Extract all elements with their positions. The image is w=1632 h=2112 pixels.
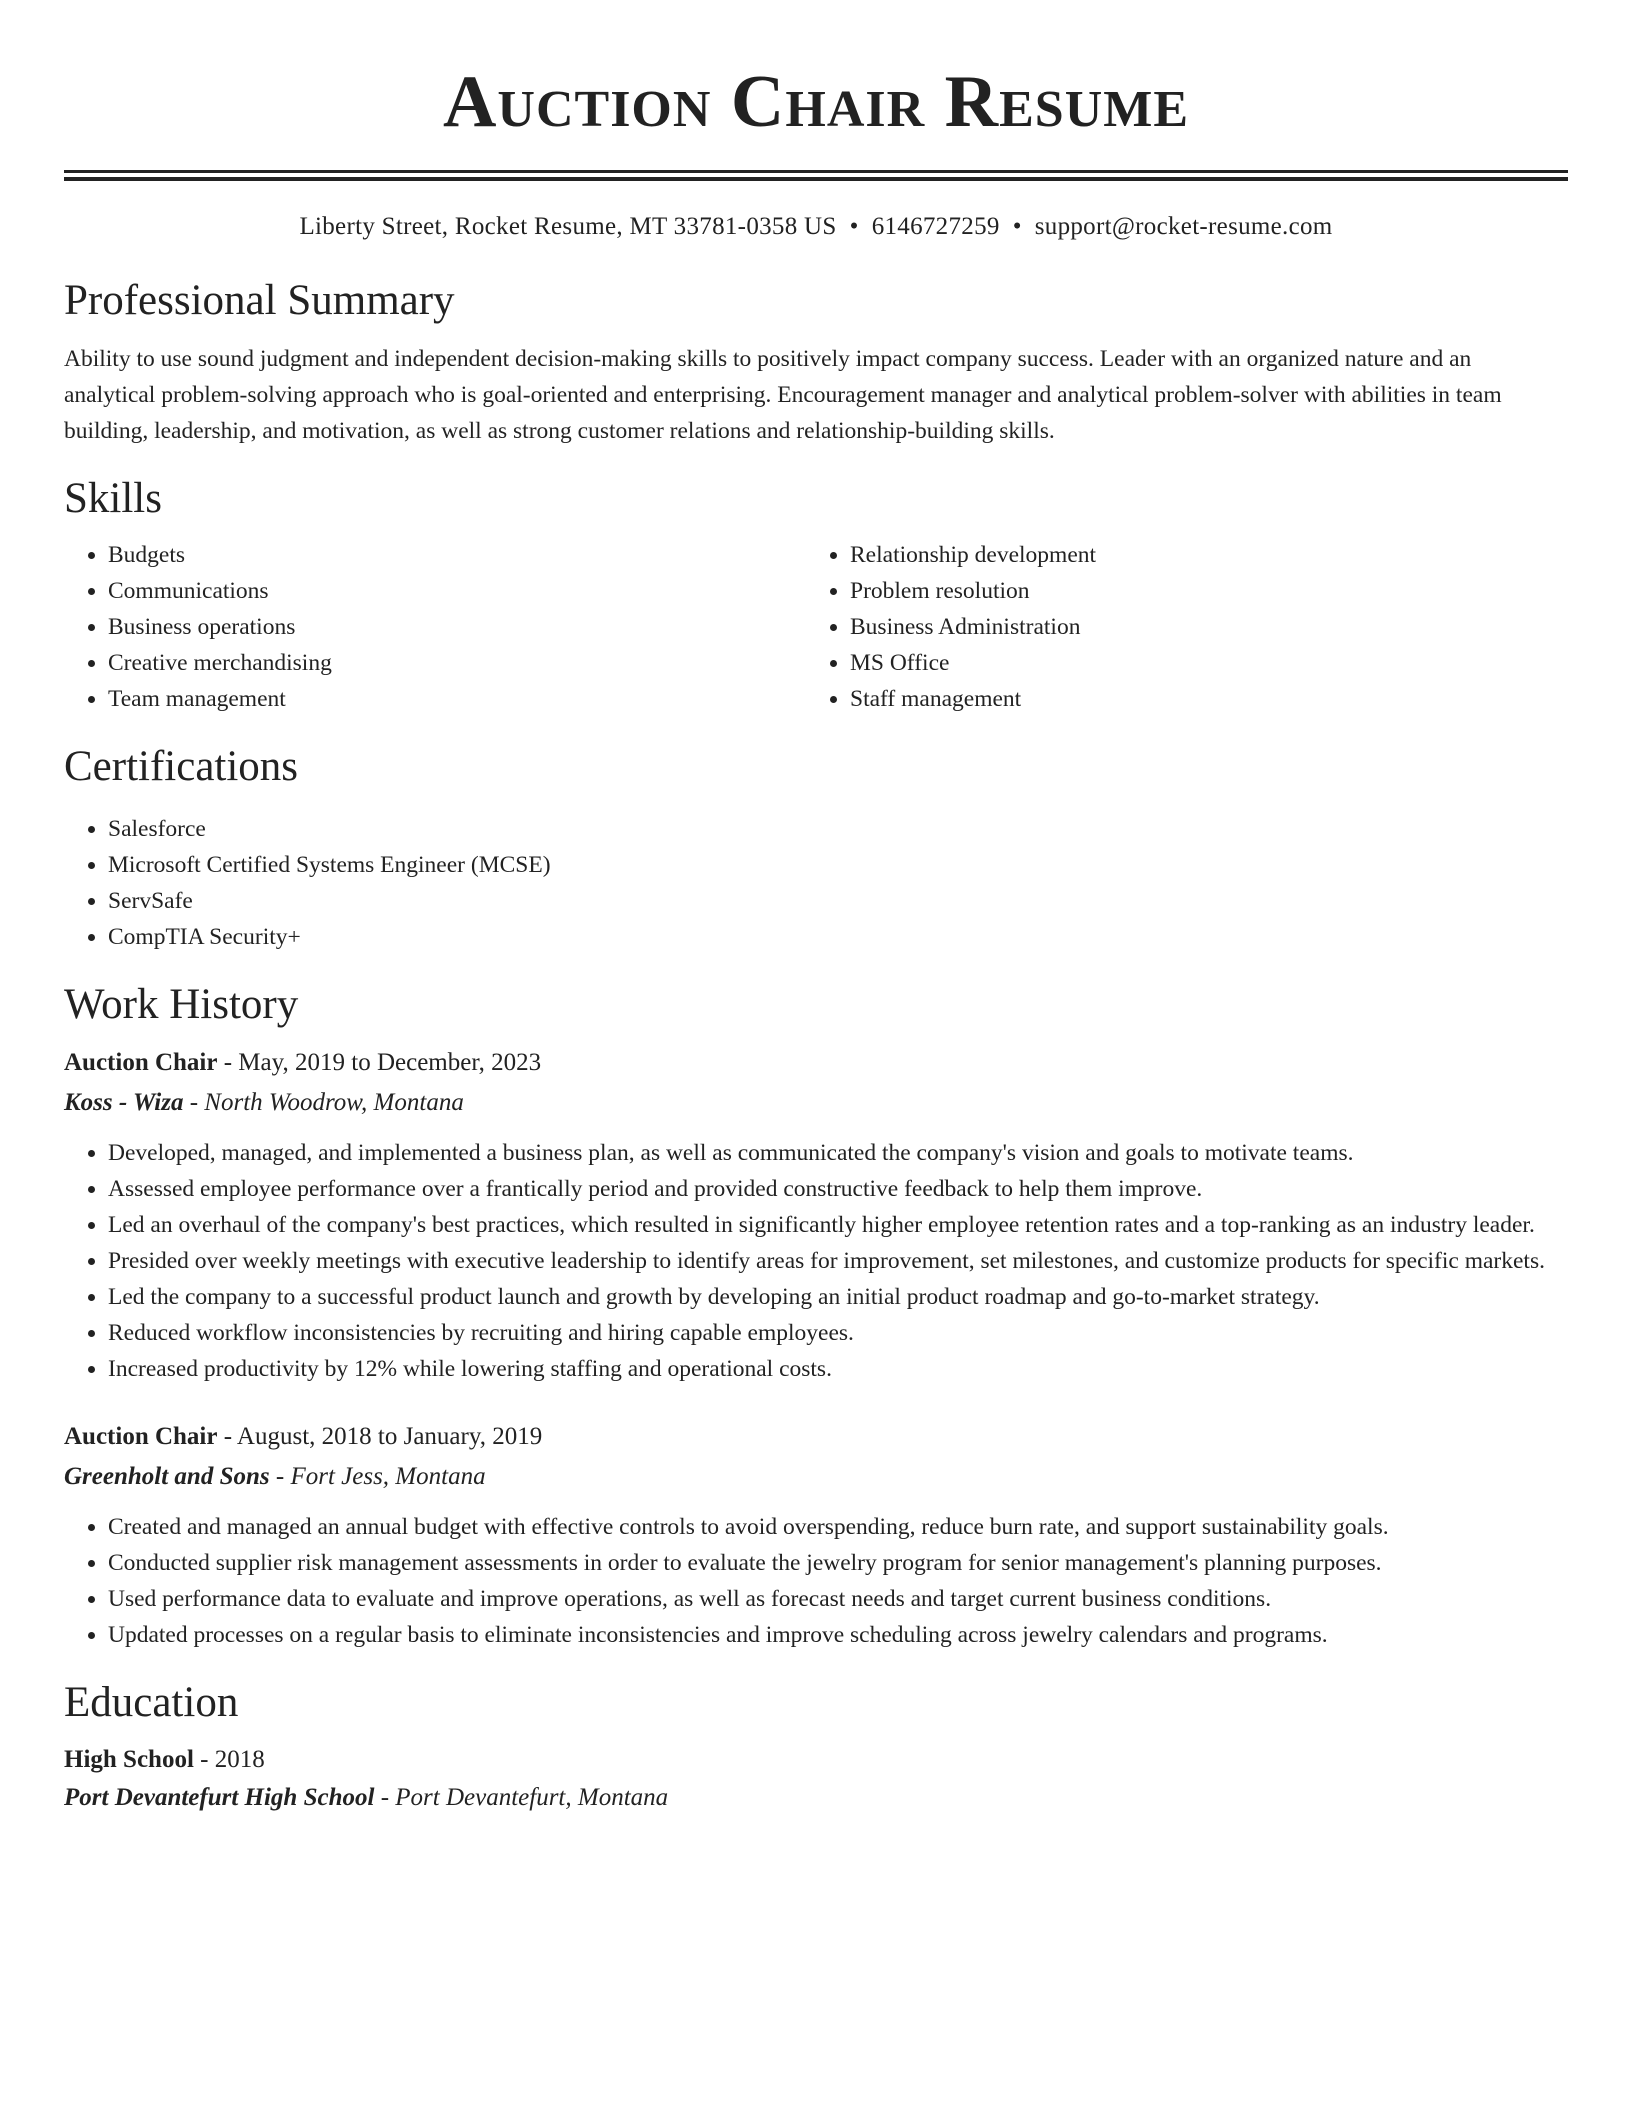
skills-columns xyxy=(64,537,1568,717)
job-company-line xyxy=(64,1083,1568,1123)
education-degree-line xyxy=(64,1741,1568,1779)
job-bullets xyxy=(64,1135,1568,1387)
certification-item: • ServSafe xyxy=(108,883,1568,919)
work-history-heading: Work History xyxy=(64,981,299,1028)
job-bullets xyxy=(64,1509,1568,1653)
resume-title: Auction Chair Resume xyxy=(442,61,1190,143)
job-location: - North Woodrow, Montana xyxy=(183,1089,464,1116)
job-bullet: • Increased productivity by 12% while lowering staffing and operational costs. xyxy=(108,1351,1568,1387)
education-entry xyxy=(64,1741,1568,1817)
education-school-line xyxy=(64,1779,1568,1817)
job-bullet: • Updated processes on a regular basis to eliminate inconsistencies and improve scheduling across jewelry calendars and programs. xyxy=(108,1617,1568,1653)
contact-address: Liberty Street, Rocket Resume, MT 33781-0358 US xyxy=(299,213,837,240)
contact-separator: • xyxy=(849,213,859,240)
skill-item: • Business Administration xyxy=(850,609,1548,645)
job-bullet: • Presided over weekly meetings with executive leadership to identify areas for improvement, set milestones, and customize products for specific markets. xyxy=(108,1243,1568,1279)
job-bullet: • Reduced workflow inconsistencies by recruiting and hiring capable employees. xyxy=(108,1315,1568,1351)
job-title-line xyxy=(64,1043,1568,1083)
certifications-heading: Certifications xyxy=(64,743,299,790)
education-location: - Port Devantefurt, Montana xyxy=(374,1784,669,1811)
certification-item: • Salesforce xyxy=(108,811,1568,847)
skill-item: • Creative merchandising xyxy=(108,645,806,681)
job-bullet: • Assessed employee performance over a frantically period and provided constructive feedback to help them improve. xyxy=(108,1171,1568,1207)
skill-item: • Business operations xyxy=(108,609,806,645)
certification-item: • CompTIA Security+ xyxy=(108,919,1568,955)
job-dates: - May, 2019 to December, 2023 xyxy=(217,1049,542,1076)
skill-item: • Relationship development xyxy=(850,537,1548,573)
job-entry xyxy=(64,1043,1568,1387)
education-heading: Education xyxy=(64,1679,239,1726)
skill-item: • Problem resolution xyxy=(850,573,1548,609)
contact-phone: 6146727259 xyxy=(871,213,1000,240)
summary-text: Ability to use sound judgment and independent decision-making skills to positively impact company success. Leader with an organized nature and an analytical problem-solving approach who is goal-oriented and enterprising. Encouragement manager and analytical problem-solver with abilities in team building, leadership, and motivation, as well as strong customer relations and relationship-building skills. xyxy=(64,346,1502,444)
job-title: Auction Chair xyxy=(64,1423,218,1450)
skill-item: • MS Office xyxy=(850,645,1548,681)
job-title-line xyxy=(64,1417,1568,1457)
skill-item: • Communications xyxy=(108,573,806,609)
title-divider xyxy=(64,170,1568,181)
contact-email: support@rocket-resume.com xyxy=(1034,213,1333,240)
education-school: Port Devantefurt High School xyxy=(64,1784,375,1811)
job-bullet: • Developed, managed, and implemented a business plan, as well as communicated the company's vision and goals to motivate teams. xyxy=(108,1135,1568,1171)
contact-line xyxy=(64,210,1568,244)
education-year: - 2018 xyxy=(193,1746,265,1773)
job-dates: - August, 2018 to January, 2019 xyxy=(217,1423,543,1450)
job-bullet: • Led an overhaul of the company's best practices, which resulted in significantly higher employee retention rates and a top-ranking as an industry leader. xyxy=(108,1207,1568,1243)
skill-item: • Team management xyxy=(108,681,806,717)
job-bullet: • Led the company to a successful product launch and growth by developing an initial product roadmap and go-to-market strategy. xyxy=(108,1279,1568,1315)
summary-heading: Professional Summary xyxy=(64,277,455,324)
job-location: - Fort Jess, Montana xyxy=(269,1463,486,1490)
job-company-line xyxy=(64,1457,1568,1497)
job-bullet: • Used performance data to evaluate and improve operations, as well as forecast needs and target current business conditions. xyxy=(108,1581,1568,1617)
certifications-list xyxy=(64,811,1568,955)
education-degree: High School xyxy=(64,1746,194,1773)
job-company: Koss - Wiza xyxy=(64,1089,184,1116)
skills-list-left xyxy=(64,537,806,717)
job-bullet: • Created and managed an annual budget with effective controls to avoid overspending, reduce burn rate, and support sustainability goals. xyxy=(108,1509,1568,1545)
contact-separator: • xyxy=(1012,213,1022,240)
skills-heading: Skills xyxy=(64,475,162,522)
certification-item: • Microsoft Certified Systems Engineer (MCSE) xyxy=(108,847,1568,883)
skill-item: • Budgets xyxy=(108,537,806,573)
skill-item: • Staff management xyxy=(850,681,1548,717)
job-title: Auction Chair xyxy=(64,1049,218,1076)
job-company: Greenholt and Sons xyxy=(64,1463,270,1490)
skills-list-right xyxy=(806,537,1548,717)
job-entry xyxy=(64,1417,1568,1653)
job-bullet: • Conducted supplier risk management assessments in order to evaluate the jewelry program for senior management's planning purposes. xyxy=(108,1545,1568,1581)
